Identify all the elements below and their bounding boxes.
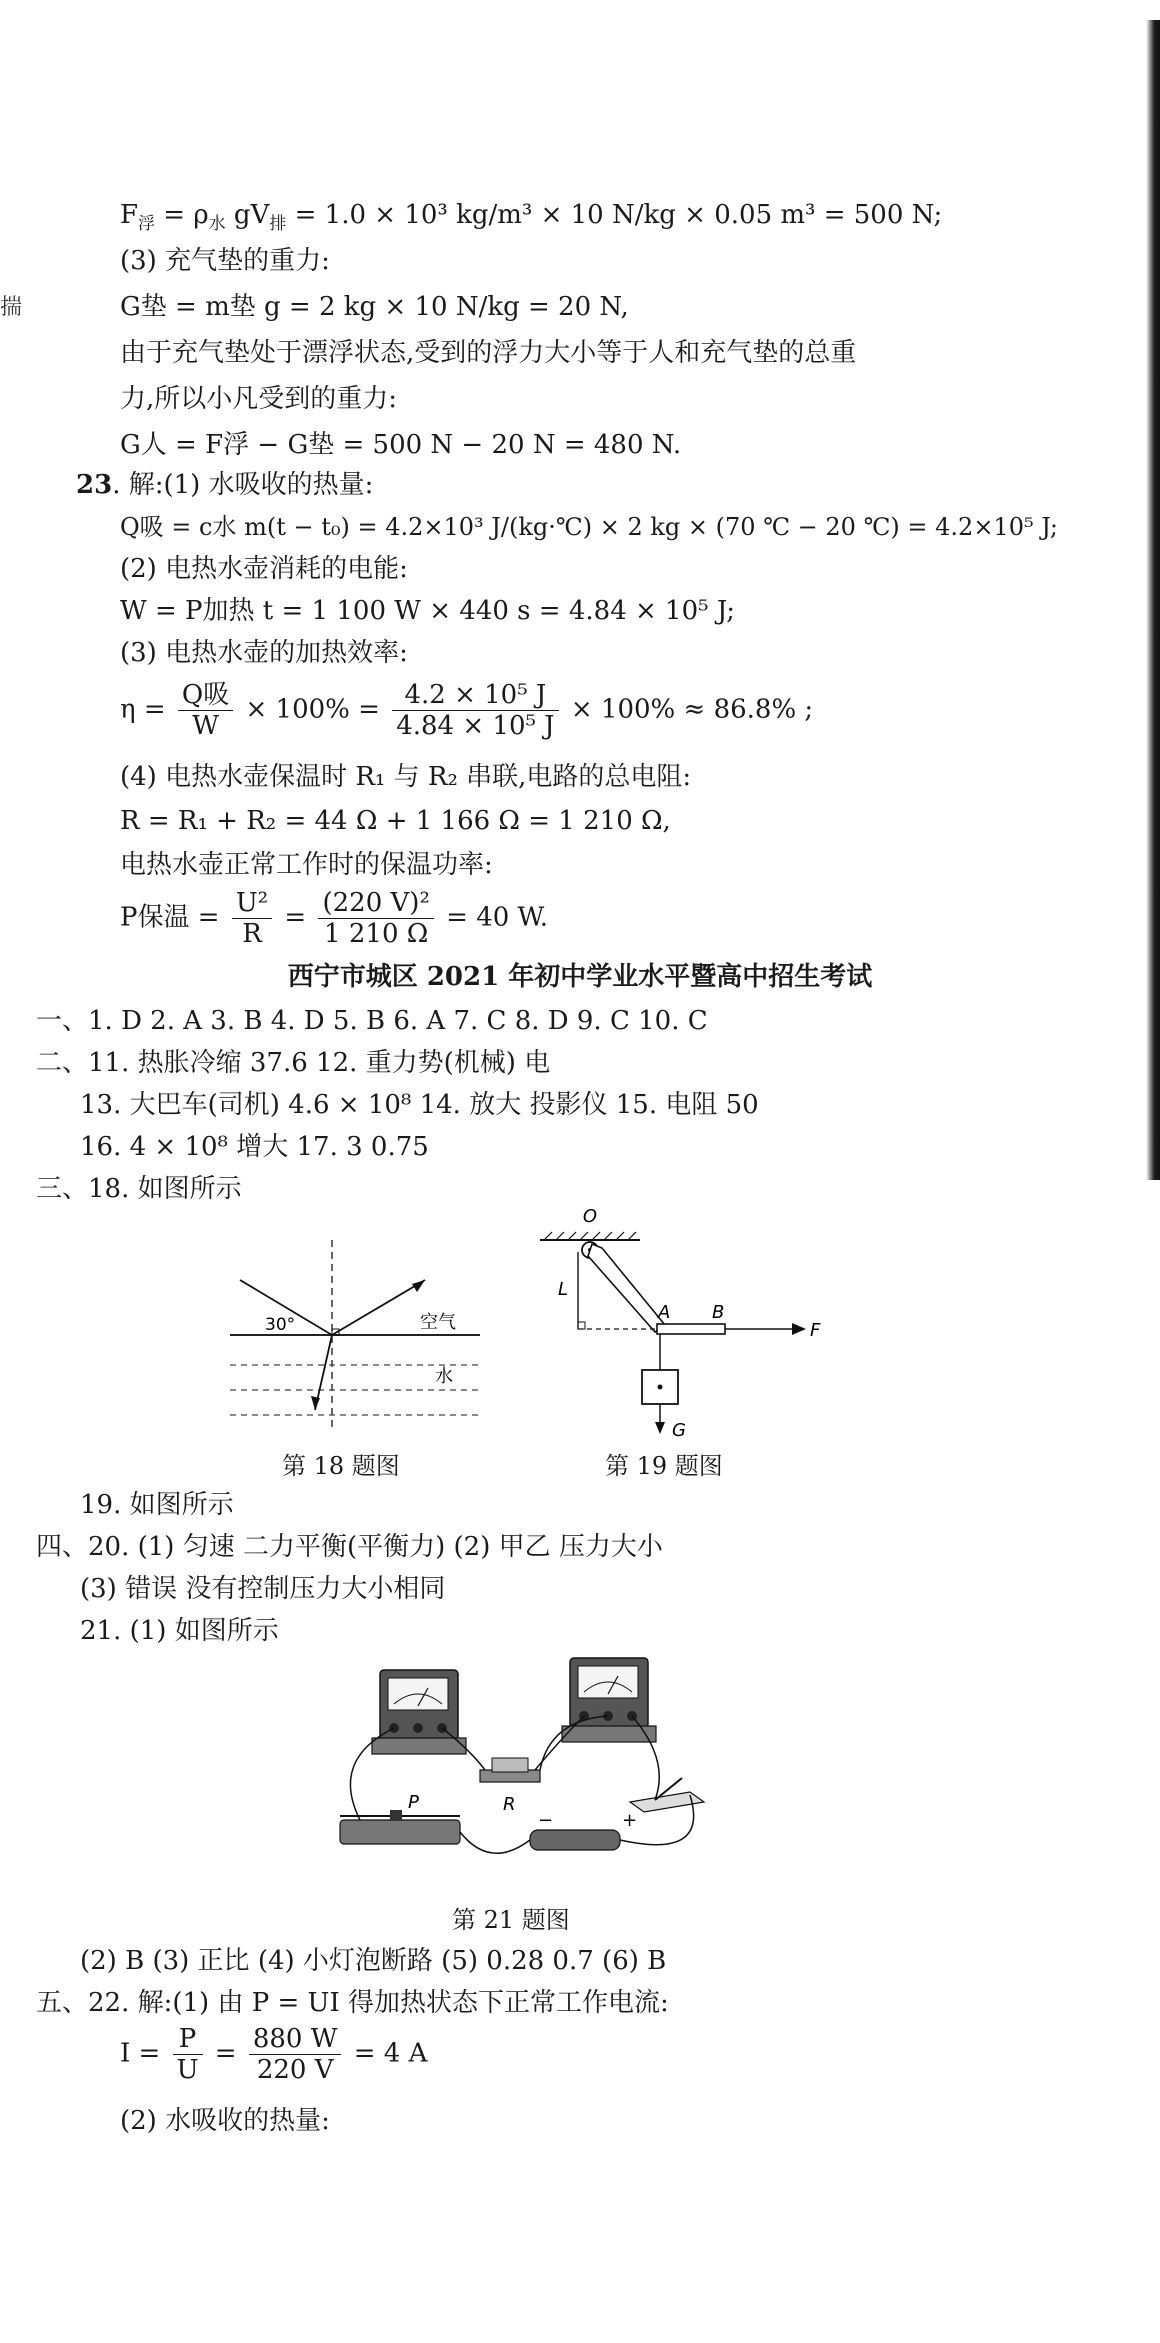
equation-line: W = P加热 t = 1 100 W × 440 s = 4.84 × 10⁵ J; [120,596,735,626]
fraction [249,2024,342,2085]
label-O: O [582,1206,598,1227]
fraction-bottom: W [192,711,219,741]
label-A: A [658,1302,671,1323]
margin-mark: 揣 [0,295,23,320]
answers-drawing: 三、18. 如图所示 [36,1174,242,1204]
section-title: 西宁市城区 2021 年初中学业水平暨高中招生考试 [287,962,873,992]
answers-mc: 一、1. D 2. A 3. B 4. D 5. B 6. A 7. C 8. D 9. C 10. C [36,1006,708,1036]
fraction-top: Q吸 [178,680,233,711]
label-B: B [712,1302,725,1323]
text-line: (4) 电热水壶保温时 R₁ 与 R₂ 串联,电路的总电阻: [120,762,692,792]
equation-line: G人 = F浮 − G垫 = 500 N − 20 N = 480 N. [120,430,682,460]
answers-fill: 13. 大巴车(司机) 4.6 × 10⁸ 14. 放大 投影仪 15. 电阻 50 [80,1090,759,1120]
fraction-top: 880 W [249,2024,342,2055]
label-G: G [672,1420,686,1440]
ceiling-hatch [544,1232,636,1240]
equation-line: G垫 = m垫 g = 2 kg × 10 N/kg = 20 N, [120,292,629,322]
fraction-top: (220 V)² [318,888,433,919]
answers-fill: 16. 4 × 10⁸ 增大 17. 3 0.75 [80,1132,429,1162]
figure-18-refraction [220,1240,490,1440]
equation-lhs: η = [120,694,166,725]
equation-rhs: = 40 W. [446,902,548,933]
gravity-arrow [655,1422,665,1434]
fraction-top: U² [232,888,272,919]
question-text: . 解:(1) 水吸收的热量: [112,470,374,500]
equation-eq: = [284,902,307,933]
resistor-R [480,1758,540,1782]
fraction-bottom: 1 210 Ω [324,919,429,949]
reflected-ray [332,1280,425,1335]
water-label: 水 [435,1366,453,1387]
fraction [178,680,233,741]
right-angle-mark [578,1322,585,1329]
power-equation [120,888,548,949]
figure-19-caption: 第 19 题图 [605,1452,723,1480]
fraction [232,888,272,949]
label-P: P [408,1792,419,1813]
figure-18-caption: 第 18 题图 [282,1452,400,1480]
equation-eq: = [214,2038,237,2069]
label-minus: − [538,1810,554,1831]
text-line: (3) 电热水壶的加热效率: [120,638,408,668]
text-line: (2) 电热水壶消耗的电能: [120,554,408,584]
figure-19-lever [530,1200,830,1440]
meter-left [372,1670,466,1754]
answers-fill: 二、11. 热胀冷缩 37.6 12. 重力势(机械) 电 [36,1048,551,1078]
label-plus: + [622,1810,638,1831]
answers-calc: 五、22. 解:(1) 由 P = UI 得加热状态下正常工作电流: [36,1988,669,2018]
lever-arm-OA [588,1244,665,1332]
fraction-bottom: 4.84 × 10⁵ J [396,711,555,741]
fraction [173,2024,203,2085]
fraction [392,680,558,741]
text-line: (2) 水吸收的热量: [120,2106,330,2136]
fraction-top: P [173,2024,203,2055]
equation-line: R = R₁ + R₂ = 44 Ω + 1 166 Ω = 1 210 Ω, [120,806,671,836]
fraction-bottom: R [242,919,262,949]
answers-experiment: (3) 错误 没有控制压力大小相同 [80,1574,446,1604]
question-number: 23 [76,470,113,500]
fraction-bottom: U [176,2055,199,2085]
label-F: F [810,1320,821,1341]
text-line: 由于充气垫处于漂浮状态,受到的浮力大小等于人和充气垫的总重 [120,338,857,368]
figure-21-circuit [320,1650,720,1900]
equation-mid: × 100% = [245,694,380,725]
equation-line: Q吸 = c水 m(t − t₀) = 4.2×10³ J/(kg·℃) × 2 kg × (70 ℃ − 20 ℃) = 4.2×10⁵ J; [120,513,1058,541]
force-F-arrow [792,1323,806,1335]
figure-21-caption: 第 21 题图 [452,1906,570,1934]
fraction-top: 4.2 × 10⁵ J [392,680,558,711]
refracted-arrow [311,1396,320,1410]
fraction-bottom: 220 V [256,2055,334,2085]
equation-rhs: = 4 A [353,2038,428,2069]
equation-buoyancy: $F_浮 = \rho_水$ $gV_排 = 1.0 \times 10^3$ kg/m³ × 10 N/kg × 0.05 m³ = 500 N; [120,200,943,234]
weight-center [658,1385,663,1390]
answers-circuit: (2) B (3) 正比 (4) 小灯泡断路 (5) 0.28 0.7 (6) B [80,1946,667,1976]
lever-arm-AB [657,1324,725,1334]
reflected-arrow [412,1280,425,1292]
angle-label: 30° [265,1315,296,1335]
text-line: 电热水壶正常工作时的保温功率: [120,850,493,880]
equation-buoyancy-prefix: F [120,200,139,230]
equation-rhs: × 100% ≈ 86.8% ; [570,694,814,725]
efficiency-equation [120,680,813,741]
text-line: 力,所以小凡受到的重力: [120,384,398,414]
fraction [318,888,433,949]
battery [530,1830,620,1850]
label-L: L [558,1279,569,1300]
equation-lhs: I = [120,2038,161,2069]
question-23 [76,468,373,502]
equation-lhs: P保温 = [120,902,220,933]
answers-drawing: 19. 如图所示 [80,1490,234,1520]
equation-buoyancy-rest: = 1.0 × 10³ kg/m³ × 10 N/kg × 0.05 m³ = 500 N; [294,200,943,230]
text-line: (3) 充气垫的重力: [120,246,330,276]
page-edge-shadow [1146,20,1160,1180]
label-R: R [503,1794,516,1815]
answers-circuit: 21. (1) 如图所示 [80,1616,279,1646]
air-label: 空气 [420,1312,456,1333]
answers-experiment: 四、20. (1) 匀速 二力平衡(平衡力) (2) 甲乙 压力大小 [36,1532,663,1562]
current-equation [120,2024,427,2085]
